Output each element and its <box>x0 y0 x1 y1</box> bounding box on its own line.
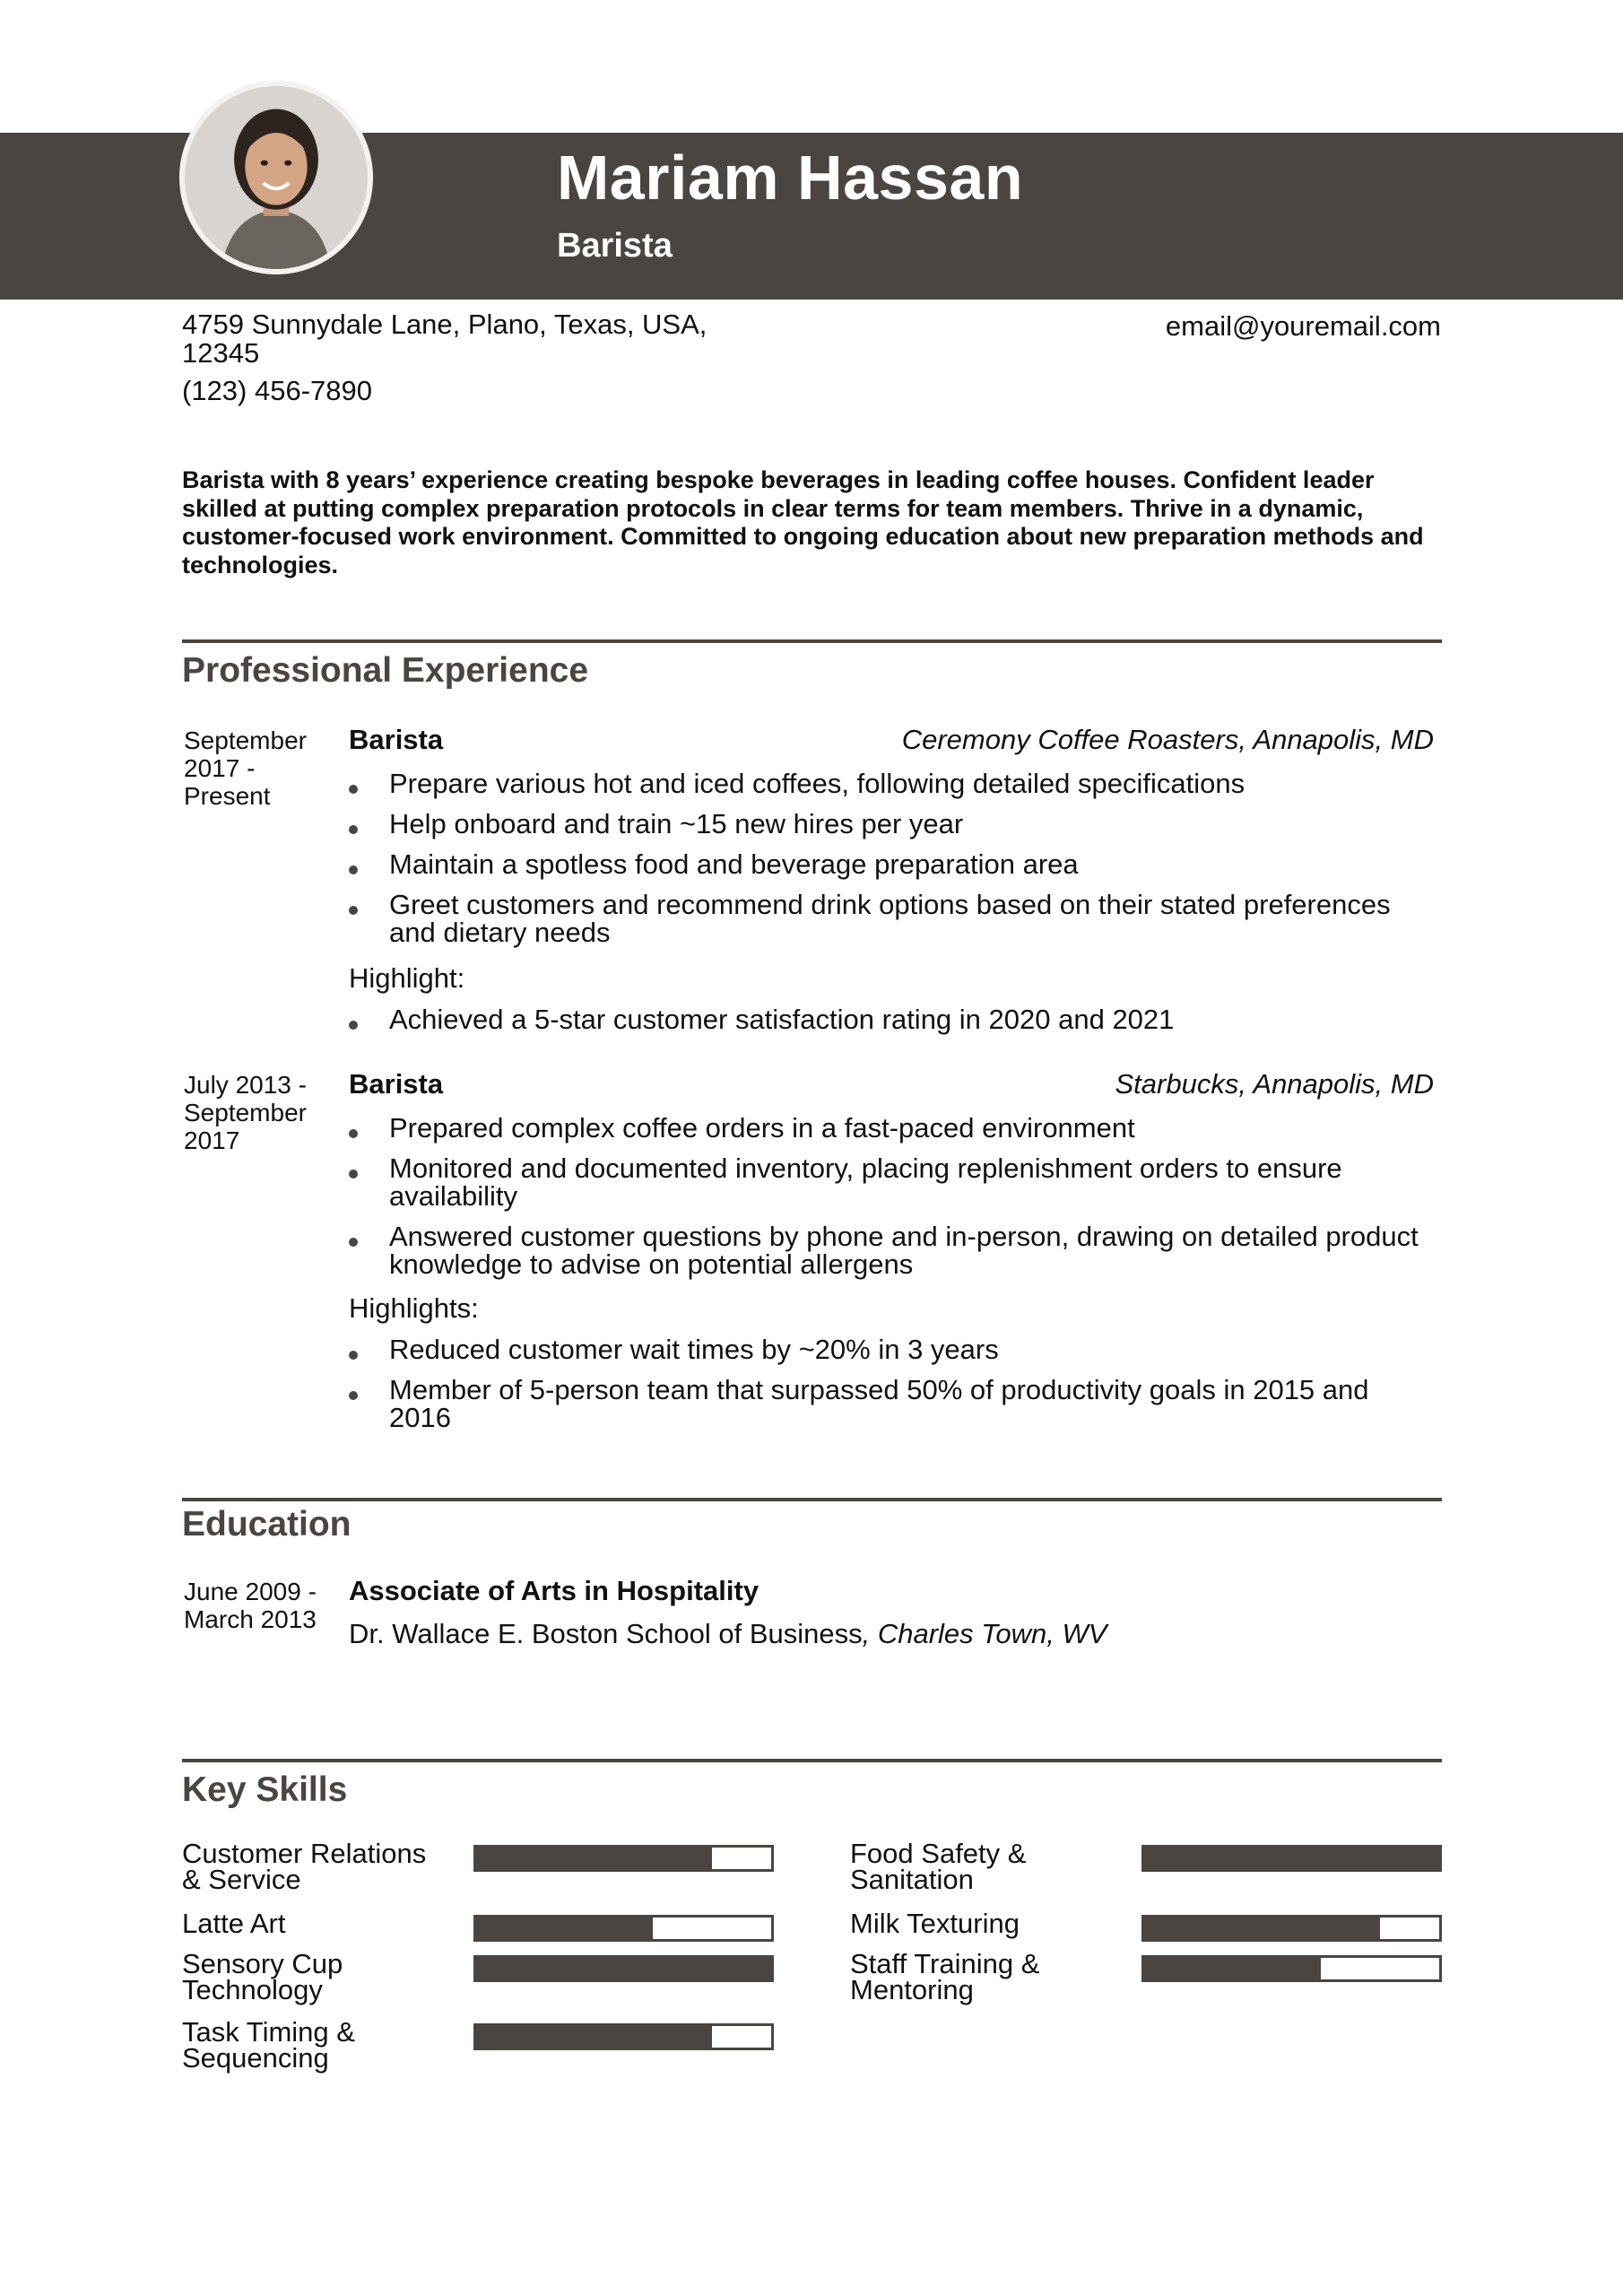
list-item: Reduced customer wait times by ~20% in 3 years <box>349 1335 1438 1363</box>
job-dates: July 2013 - September 2017 <box>184 1071 307 1154</box>
skill-level-fill <box>1144 1958 1321 1979</box>
list-item: Greet customers and recommend drink options based on their stated preferences and dietary needs <box>349 891 1438 946</box>
list-item: Prepared complex coffee orders in a fast-paced environment <box>349 1114 1438 1142</box>
skill-item <box>182 1948 765 2022</box>
section-divider <box>182 1498 1442 1501</box>
skill-level-fill <box>476 1918 653 1939</box>
skill-level-fill <box>476 2026 712 2048</box>
job-bullets-1 <box>349 770 1438 946</box>
skill-level-bar <box>1141 1845 1442 1872</box>
skill-name: Milk Texturing <box>850 1908 1020 1939</box>
list-item: Maintain a spotless food and beverage preparation area <box>349 850 1438 878</box>
skill-level-bar <box>1141 1915 1442 1942</box>
skill-level-fill <box>1144 1918 1380 1939</box>
section-title-skills: Key Skills <box>182 1770 348 1809</box>
job-highlights-1 <box>349 1005 1438 1033</box>
section-title-experience: Professional Experience <box>182 651 589 690</box>
list-item: Monitored and documented inventory, placing replenishment orders to ensure availability <box>349 1154 1438 1210</box>
section-title-education: Education <box>182 1505 352 1544</box>
skill-name: Task Timing & Sequencing <box>182 2016 355 2074</box>
skill-level-bar <box>473 2023 774 2050</box>
list-item: Answered customer questions by phone and in-person, drawing on detailed product knowledge to advise on potential allergens <box>349 1222 1438 1278</box>
contact-address: 4759 Sunnydale Lane, Plano, Texas, USA, 12345 <box>182 309 707 369</box>
professional-summary: Barista with 8 years’ experience creating bespoke beverages in leading coffee houses. Confident leader skilled at putting complex preparation protocols in clear terms for team members. Thrive in a dynamic, customer-focused work environment. Committed to ongoing education about new preparation methods and technologies. <box>182 466 1424 578</box>
section-divider <box>182 1759 1442 1762</box>
highlight-label: Highlights: <box>349 1292 479 1324</box>
candidate-name: Mariam Hassan <box>557 143 1024 213</box>
education-school <box>349 1618 1107 1650</box>
school-location: , Charles Town, WV <box>862 1618 1107 1649</box>
skill-item <box>850 1840 1433 1912</box>
skill-level-fill <box>476 1848 712 1869</box>
job-bullets-2 <box>349 1114 1438 1278</box>
skill-item <box>182 2016 765 2091</box>
skill-name: Sensory Cup Technology <box>182 1948 343 2005</box>
skill-level-fill <box>1144 1848 1439 1869</box>
list-item: Prepare various hot and iced coffees, following detailed specifications <box>349 770 1438 797</box>
skill-name: Latte Art <box>182 1908 286 1939</box>
contact-email[interactable]: email@youremail.com <box>1165 310 1441 342</box>
skill-item <box>850 1948 1433 2022</box>
skill-name: Customer Relations & Service <box>182 1838 427 1895</box>
skill-item <box>182 1840 765 1912</box>
job-company-2: Starbucks, Annapolis, MD <box>1115 1068 1434 1100</box>
avatar-icon <box>185 86 368 269</box>
list-item: Member of 5-person team that surpassed 50% of productivity goals in 2015 and 2016 <box>349 1376 1438 1431</box>
education-dates: June 2009 - March 2013 <box>184 1578 317 1633</box>
list-item: Help onboard and train ~15 new hires per year <box>349 810 1438 838</box>
school-name: Dr. Wallace E. Boston School of Business <box>349 1618 863 1649</box>
job-title-2: Barista <box>349 1068 444 1100</box>
job-company-1: Ceremony Coffee Roasters, Annapolis, MD <box>901 724 1434 755</box>
contact-phone: (123) 456-7890 <box>182 375 372 406</box>
profile-photo <box>179 81 373 274</box>
skill-name: Food Safety & Sanitation <box>850 1838 1027 1895</box>
section-divider <box>182 639 1442 643</box>
list-item: Achieved a 5-star customer satisfaction rating in 2020 and 2021 <box>349 1005 1438 1033</box>
skill-level-bar <box>473 1845 774 1872</box>
highlight-label: Highlight: <box>349 962 465 994</box>
job-dates: September 2017 - Present <box>184 726 307 810</box>
skill-level-fill <box>476 1958 771 1979</box>
education-degree: Associate of Arts in Hospitality <box>349 1575 759 1606</box>
skill-level-bar <box>473 1955 774 1982</box>
skill-level-bar <box>473 1915 774 1942</box>
job-title-1: Barista <box>349 724 444 755</box>
skill-level-bar <box>1141 1955 1442 1982</box>
job-title: Barista <box>557 227 673 265</box>
skill-name: Staff Training & Mentoring <box>850 1948 1040 2005</box>
job-highlights-2 <box>349 1335 1438 1431</box>
